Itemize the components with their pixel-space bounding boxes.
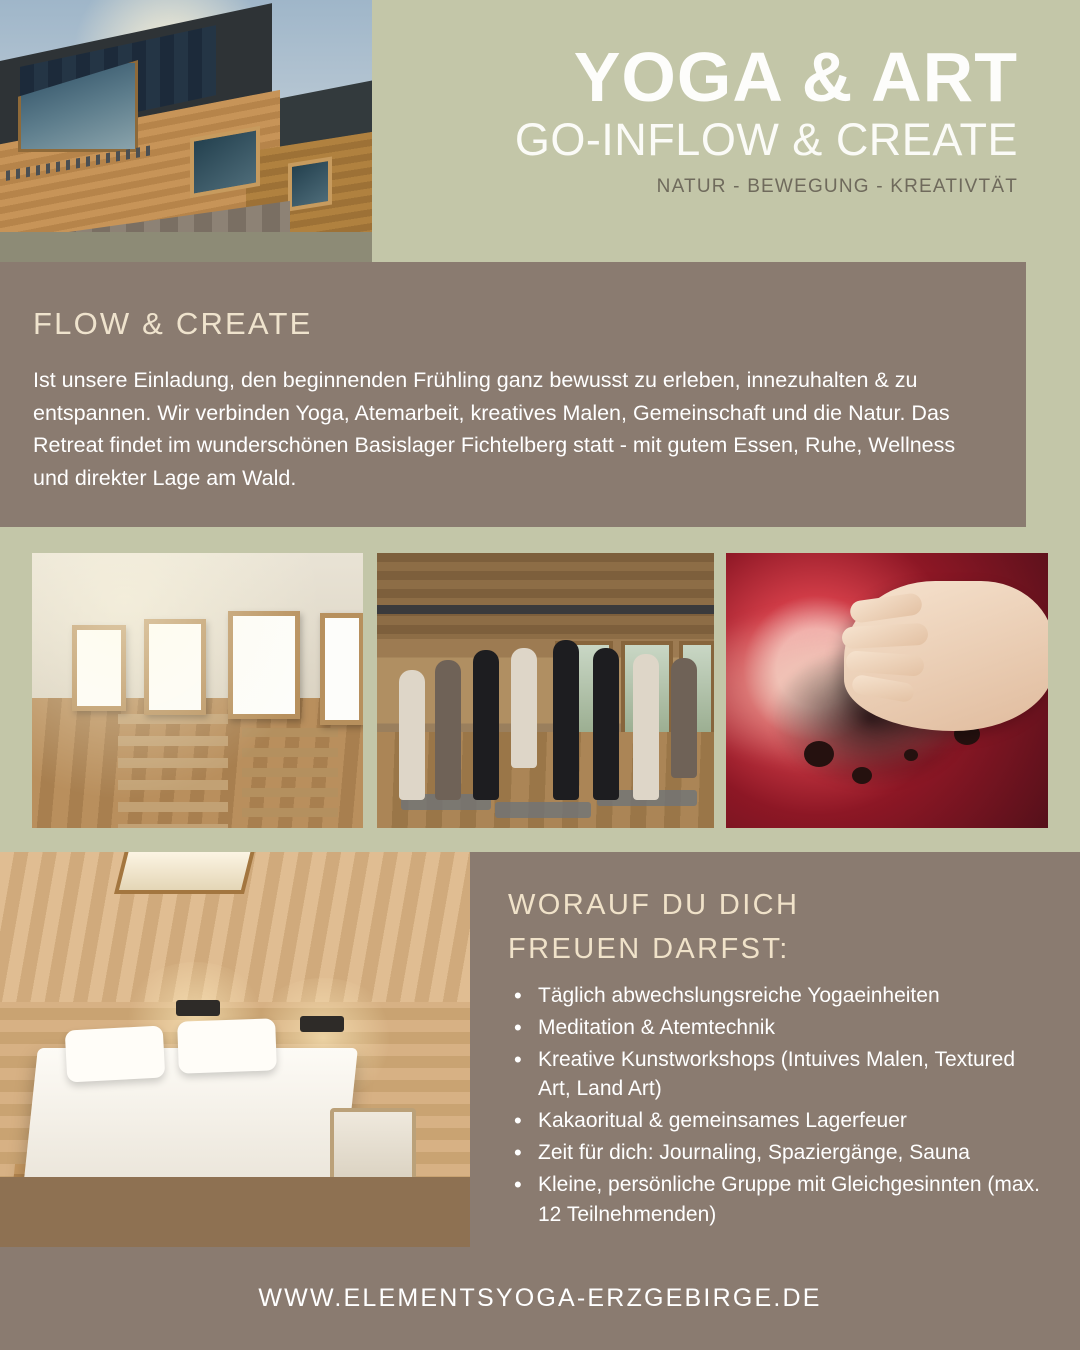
list-item: • Kleine, persönliche Gruppe mit Gleichgesinnten (max. 12 Teilnehmenden) — [508, 1170, 1050, 1230]
pillow — [65, 1025, 166, 1082]
pillow — [177, 1018, 277, 1073]
intro-panel — [0, 262, 1026, 527]
chalet-exterior-photo — [0, 0, 372, 262]
list-item: • Meditation & Atemtechnik — [508, 1013, 1050, 1043]
participant-figure — [593, 648, 619, 800]
hero-text-block — [372, 0, 1080, 262]
list-item: • Kreative Kunstworkshops (Intuives Malen, Textured Art, Land Art) — [508, 1045, 1050, 1105]
window-shape — [288, 157, 332, 212]
paint-droplet — [804, 741, 834, 767]
benefits-panel — [470, 852, 1080, 1247]
participant-figure — [511, 648, 537, 768]
window-light — [32, 553, 363, 828]
page-subtitle: GO-INFLOW & CREATE — [514, 113, 1018, 165]
benefits-list — [508, 981, 1050, 1230]
ceiling-beam — [377, 605, 714, 614]
list-item: • Zeit für dich: Journaling, Spaziergänge, Sauna — [508, 1138, 1050, 1168]
ground-strip — [0, 232, 372, 262]
finger-shape — [841, 623, 928, 649]
art-easels-photo — [32, 553, 363, 828]
page-tagline: NATUR - BEWEGUNG - KREATIVTÄT — [656, 176, 1018, 197]
intro-heading: FLOW & CREATE — [33, 306, 313, 341]
paint-droplet — [904, 749, 918, 761]
paint-hand-photo — [726, 553, 1048, 828]
wood-ceiling — [377, 553, 714, 639]
skylight-window — [114, 852, 256, 894]
participant-figure — [473, 650, 499, 800]
participant-figure — [435, 660, 461, 800]
benefits-heading-line2: FREUEN DARFST: — [508, 932, 790, 965]
participant-figure — [633, 654, 659, 800]
page-title: YOGA & ART — [573, 38, 1018, 116]
participant-figure — [553, 640, 579, 800]
yoga-mat — [495, 802, 591, 818]
bedroom-floor — [0, 1177, 470, 1247]
website-link[interactable]: WWW.ELEMENTSYOGA-ERZGEBIRGE.DE — [258, 1284, 822, 1312]
intro-body: Ist unsere Einladung, den beginnenden Frühling ganz bewusst zu erleben, innezuhalten & zu entspannen. Wir verbinden Yoga, Atemarbeit, kreatives Malen, Gemeinschaft und die Natur. Das Retreat findet im wunderschönen Basislager Fichtelberg statt - mit gutem Essen, Ruhe, Wellness und direkter Lage am Wald. — [33, 368, 956, 491]
benefits-heading — [508, 884, 1050, 971]
list-item: • Kakaoritual & gemeinsames Lagerfeuer — [508, 1106, 1050, 1136]
participant-figure — [671, 658, 697, 778]
benefits-heading-line1: WORAUF DU DICH — [508, 889, 800, 921]
wall-lamp — [300, 1016, 344, 1032]
list-item: • Täglich abwechslungsreiche Yogaeinheiten — [508, 981, 1050, 1011]
bedroom-photo — [0, 852, 470, 1247]
window-shape — [190, 126, 260, 198]
footer-bar — [0, 1247, 1080, 1350]
participant-figure — [399, 670, 425, 800]
paint-droplet — [852, 767, 872, 784]
yoga-class-photo — [377, 553, 714, 828]
wall-lamp — [176, 1000, 220, 1016]
